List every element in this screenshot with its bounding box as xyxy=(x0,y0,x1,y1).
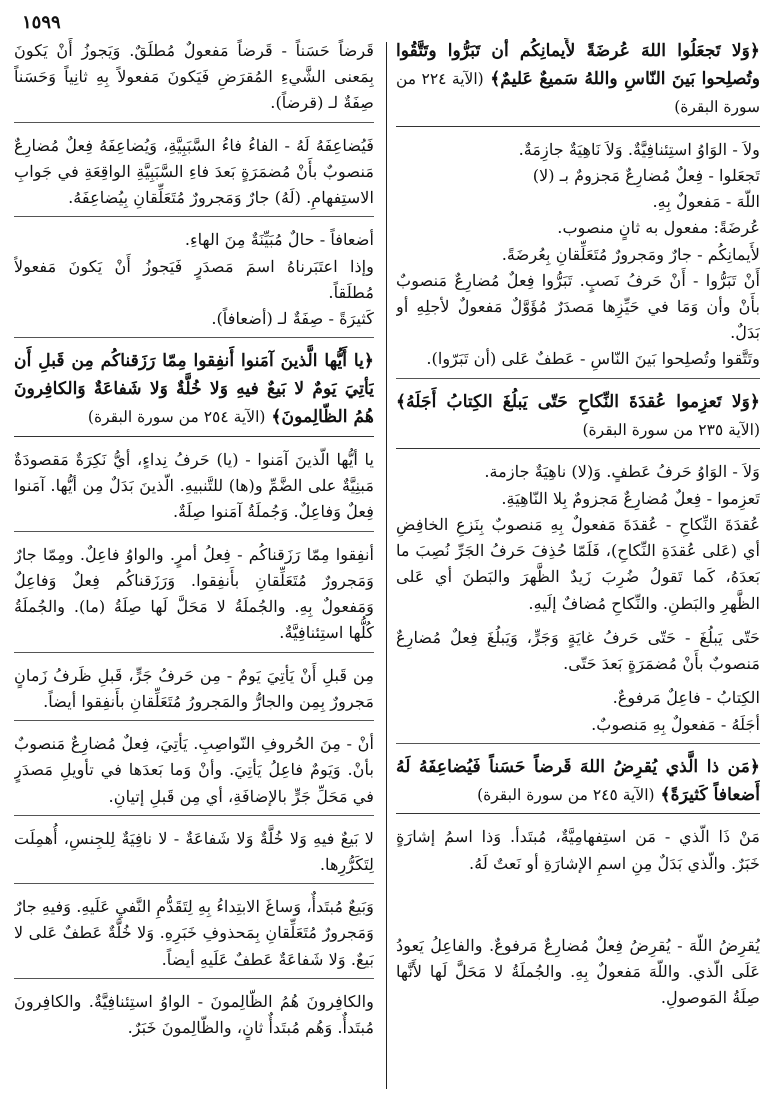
page-number: ١٥٩٩ xyxy=(22,12,61,33)
grammar-line: اللّهَ - مَفعولٌ بِهِ. xyxy=(652,192,760,212)
grammar-line: وإذا اعتَبَرناهُ اسمَ مَصدَرٍ فَيَجوزُ أَنْ يَكونَ مَفعولاً مُطلَقاً. xyxy=(14,256,374,302)
grammar-line: ولاَ - الوَاوُ استِئنافِيَّةٌ. وَلاَ نَاهِيَةٌ جازِمَةٌ. xyxy=(518,139,760,159)
verse-text: ﴿وَلا تَعزِموا عُقدَةَ النِّكاحِ حَتّى يَبلُغَ الكِتابُ أَجَلَهُ﴾ xyxy=(396,391,760,412)
grammar-line: عُرضَةً: مفعول به ثانٍ منصوب. xyxy=(557,218,760,238)
verse-reference: (الآية ٢٥٤ من سورة البقرة) xyxy=(87,408,266,427)
grammar-line: وتَتَّقوا وتُصلِحوا بَينَ النّاسِ - عَطفٌ عَلى (أن تَبَرّوا). xyxy=(396,346,760,378)
verse-quote xyxy=(396,38,760,127)
verse-quote xyxy=(396,389,760,450)
grammar-line: أَنْ تَبَرُّوا - أَنْ حَرفُ نَصبٍ. تَبَرُّوا فِعلٌ مُضارِعٌ مَنصوبٌ بأَنْ وأن وَمَا في حَيِّزِها مَصدَرٌ مُؤَوَّلٌ مَفعولٌ لأجلِهِ أو بَدَلٌ. xyxy=(396,270,760,343)
grammar-line: حَتّى يَبلُغَ - حَتّى حَرفُ غايَةٍ وَجَرٍّ، وَيَبلُغَ فِعلٌ مُضارِعٌ مَنصوبٌ بأَنْ مُضمَرَةٍ بَعدَ حَتّى. xyxy=(396,627,760,674)
grammar-line: مِن قَبلِ أَنْ يَأتِيَ يَومٌ - مِن حَرفُ جَرٍّ، قَبلِ ظَرفُ زَمانٍ مَجرورٌ بِمِن والجارُّ والمَجرورُ مُتَعَلِّقانِ بأَنفِقوا أيضاً. xyxy=(14,663,374,721)
grammar-line: وَلاَ - الوَاوُ حَرفُ عَطفٍ. وَ(لا) ناهِيَةٌ جازمة. xyxy=(484,462,760,482)
grammar-line: مَنْ ذَا الّذي - مَن استِفهامِيَّةٌ، مُبتَدأ. وَذا اسمُ إشارَةٍ خَبَرٌ. والّذي بَدَلٌ مِنِ اسمِ الإشارَةِ أو نَعتٌ لَهُ. xyxy=(396,827,760,873)
grammar-line: تَعزِموا - فِعلٌ مُضارِعٌ مَجزومٌ بِلا النّاهِيَةِ. xyxy=(501,488,760,508)
verse-reference: (الآية ٢٣٥ من سورة البقرة) xyxy=(582,420,760,439)
grammar-line: تَجعَلوا - فِعلٌ مُضارِعٌ مَجزومٌ بـ (لا) xyxy=(532,165,760,185)
verse-reference: (الآية ٢٢٤ من سورة البقرة) xyxy=(396,69,760,116)
grammar-line: وَبَيعٌ مُبتَدأٌ، وَساغَ الابتِداءُ بِهِ لِتَقَدُّمِ النَّفيِ عَلَيهِ. وَفيهِ جارٌ وَمَجرورٌ مُتَعَلِّقانِ بِمَحذوفِ خَبَرِهِ. وَلا خُلَّةٌ عَطفٌ عَلى لا بَيعٌ. وَلا شَفاعَةٌ عَطفٌ عَلَيهِ أيضاً. xyxy=(14,894,374,979)
grammar-line: أنْ - مِنَ الحُروفِ النّواصِبِ. يَأتِيَ، فِعلٌ مُضارِعٌ مَنصوبٌ بأنْ. وَيَومٌ فاعِلُ يَأتِيَ. وأنْ وَما بَعدَها في تأويلِ مَصدَرٍ في مَحَلِّ جَرٍّ بالإضافَةِ، أي مِن قَبلِ إتيانِ. xyxy=(14,731,374,816)
column-divider xyxy=(386,42,387,1089)
spacer xyxy=(396,885,760,933)
grammar-line: أجَلَهُ - مَفعولٌ بِهِ مَنصوبٌ. xyxy=(396,712,760,744)
grammar-line: فَيُضاعِفَهُ لَهُ - الفاءُ فاءُ السَّبَبِيَّةِ، وَيُضاعِفَهُ فِعلٌ مُضارِعٌ مَنصوبٌ بأَنْ مُضمَرَةٍ بَعدَ فاءِ السَّبَبِيَّةِ الواقِعَةِ في جَوابِ الاستِفهامِ. (لَهُ) جارٌ وَمَجرورٌ مُتَعَلِّقانِ بِيُضاعِفَهُ. xyxy=(14,133,374,218)
grammar-line: لا بَيعٌ فيهِ وَلا خُلَّةٌ وَلا شَفاعَةٌ - لا نافِيَةٌ لِلجِنسِ، أُهمِلَت لِتَكَرُّرِها. xyxy=(14,826,374,884)
verse-text: ﴿مَن ذا الَّذي يُقرِضُ اللهَ قَرضاً حَسَناً فَيُضاعِفَهُ لَهُ أَضعافاً كَثيرَةً﴾ xyxy=(396,756,760,805)
grammar-line: كَثيرَةً - صِفَةٌ لـ (أضعافاً). xyxy=(14,306,374,338)
grammar-line: والكافِرونَ هُمُ الظّالِمونَ - الواوُ استِئنافِيَّةٌ. والكافِرونَ مُبتَدأٌ. وَهُم مُبتَدأٌ ثانٍ، والظّالِمونَ خَبَرٌ. xyxy=(14,991,374,1038)
verse-quote xyxy=(396,754,760,815)
left-column xyxy=(14,38,374,1113)
grammar-line: قَرضاً حَسَناً - قَرضاً مَفعولٌ مُطلَقٌ. وَيَجوزُ أَنْ يَكونَ بِمَعنى الشَّيءِ المُقرَضِ فَيَكونَ مَفعولاً بِهِ ثانِياً وَحَسَناً صِفَةٌ لـ (قرضاً). xyxy=(14,38,374,123)
verse-text: ﴿وَلا تَجعَلُوا اللهَ عُرضَةً لأَيمانِكُم أن تَبَرُّوا وتَتَّقُوا وتُصلِحوا بَينَ النّاسِ واللهُ سَميعٌ عَليمٌ﴾ xyxy=(396,41,760,89)
grammar-line: يُقرِضُ اللّهَ - يُقرِضُ فِعلٌ مُضارِعٌ مَرفوعٌ. والفاعِلُ يَعودُ عَلَى الّذي. واللّهَ مَفعولٌ بِهِ. والجُملَةُ لا مَحَلَّ لَها لأَنَّها صِلَةُ المَوصولِ. xyxy=(396,935,760,1008)
grammar-line: أضعافاً - حالٌ مُبَيِّنَةٌ مِنَ الهاءِ. xyxy=(184,230,374,250)
right-column xyxy=(396,38,760,1113)
verse-text: ﴿يا أَيُّها الَّذينَ آمَنوا أَنفِقوا مِمّا رَزَقناكُم مِن قَبلِ أَن يَأتِيَ يَومٌ لا بَيعٌ فيهِ وَلا خُلَّةٌ وَلا شَفاعَةٌ وَالكافِرونَ هُمُ الظّالِمونَ﴾ xyxy=(14,351,374,428)
grammar-line: الكِتابُ - فاعِلٌ مَرفوعٌ. xyxy=(612,688,760,708)
grammar-line: يا أيُّها الّذينَ آمَنوا - (يا) حَرفُ نِداءٍ، أيُّ نَكِرَةٌ مَقصودَةٌ مَبنِيَّةٌ على الضَّمِّ و(ها) للتَّنبيهِ. الّذينَ بَدَلٌ مِن أيُّها. آمَنوا فِعلٌ وَفاعِلٌ. وَجُملَةُ آمَنوا صِلَةٌ. xyxy=(14,447,374,532)
grammar-line: عُقدَةَ النِّكاحِ - عُقدَةَ مَفعولٌ بِهِ مَنصوبٌ بِنَزعِ الخافِضِ أي (عَلى عُقدَةِ النِّكاحِ)، فَلَمّا حُذِفَ حَرفُ الجَرِّ نُصِبَ ما بَعدَهُ، كَما تَقولُ ضُرِبَ زَيدٌ الظَّهرَ والبَطنَ أي عَلى الظَّهرِ والبَطنِ. والنِّكاحِ مُضافٌ إلَيهِ. xyxy=(396,514,760,613)
verse-reference: (الآية ٢٤٥ من سورة البقرة) xyxy=(477,785,655,804)
verse-quote xyxy=(14,348,374,437)
grammar-line: أنفِقوا مِمّا رَزَقناكُم - فِعلُ أمرٍ. والواوُ فاعِلٌ. ومِمّا جارٌ وَمَجرورٌ مُتَعَلِّقانِ بأَنفِقوا. وَرَزَقناكُم فِعلٌ وَفاعِلٌ وَمَفعولٌ بِهِ. والجُملَةُ لا مَحَلَّ لَها صِلَةُ (ما). والجُملَةُ كُلُّها استِئنافِيَّةٌ. xyxy=(14,542,374,653)
grammar-line: لأَيمانِكُم - جارٌ ومَجرورٌ مُتَعَلِّقانِ بِعُرضَةً. xyxy=(501,244,760,264)
